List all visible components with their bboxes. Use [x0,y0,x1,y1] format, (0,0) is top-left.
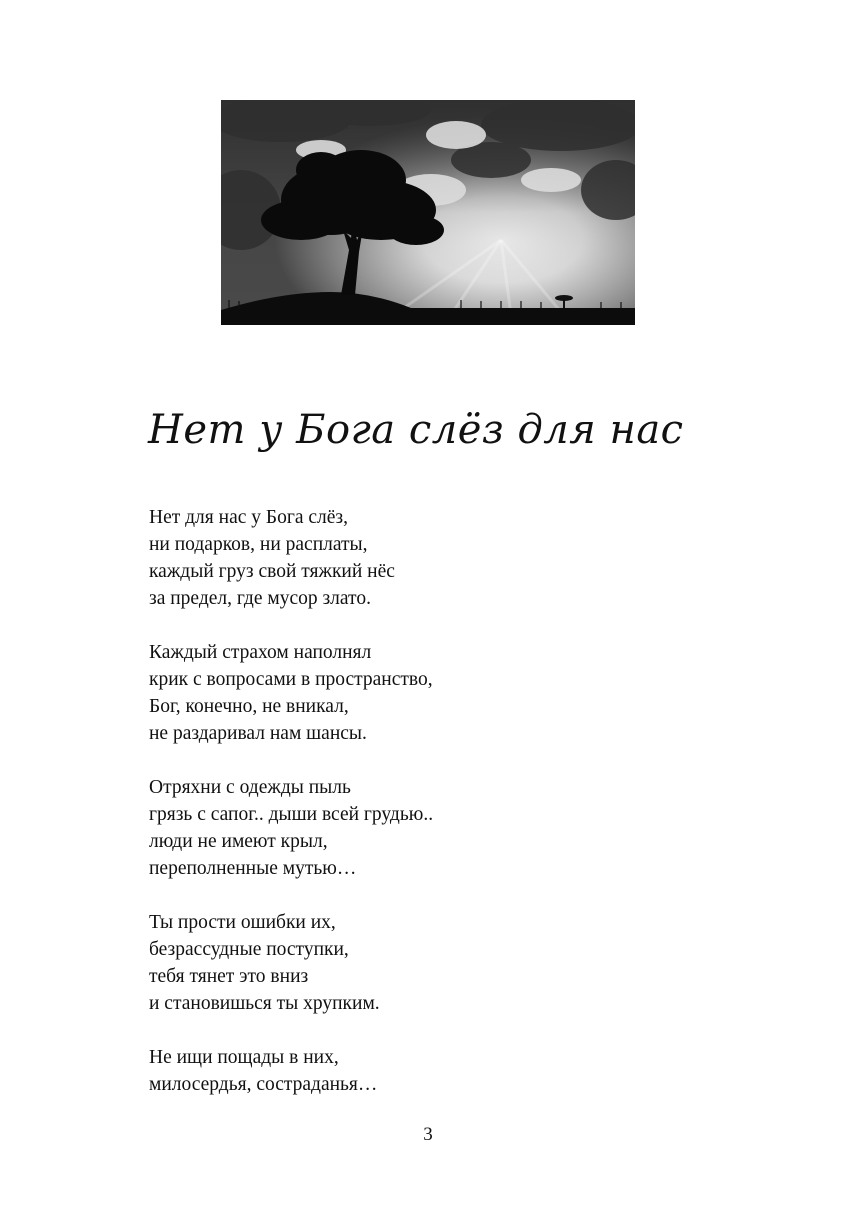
poem-line: люди не имеют крыл, [149,831,328,852]
poem-line: ни подарков, ни расплаты, [149,534,368,555]
poem-title: Нет у Бога слёз для нас [148,407,684,453]
poem-line: каждый груз свой тяжкий нёс [149,561,395,582]
stanza [149,909,709,1017]
poem-line: не раздаривал нам шансы. [149,723,367,744]
poem-line: милосердья, состраданья… [149,1074,378,1095]
poem-line: Отряхни с одежды пыль [149,777,351,798]
stanza [149,639,709,747]
poem-line: и становишься ты хрупким. [149,993,380,1014]
poem-body [149,504,709,1125]
poem-line: Ты прости ошибки их, [149,912,336,933]
poem-line: переполненные мутью… [149,858,357,879]
poem-line: тебя тянет это вниз [149,966,309,987]
stanza [149,774,709,882]
stanza [149,1044,709,1098]
page-number: 3 [423,1124,433,1145]
poem-line: Нет для нас у Бога слёз, [149,507,348,528]
poem-line: за предел, где мусор злато. [149,588,371,609]
poem-line: безрассудные поступки, [149,939,349,960]
poem-line: Бог, конечно, не вникал, [149,696,349,717]
tree-silhouette-photo [221,100,635,325]
poem-line: Каждый страхом наполнял [149,642,372,663]
poem-line: грязь с сапог.. дыши всей грудью.. [149,804,434,825]
poem-line: Не ищи пощады в них, [149,1047,339,1068]
poem-line: крик с вопросами в пространство, [149,669,433,690]
stanza [149,504,709,612]
